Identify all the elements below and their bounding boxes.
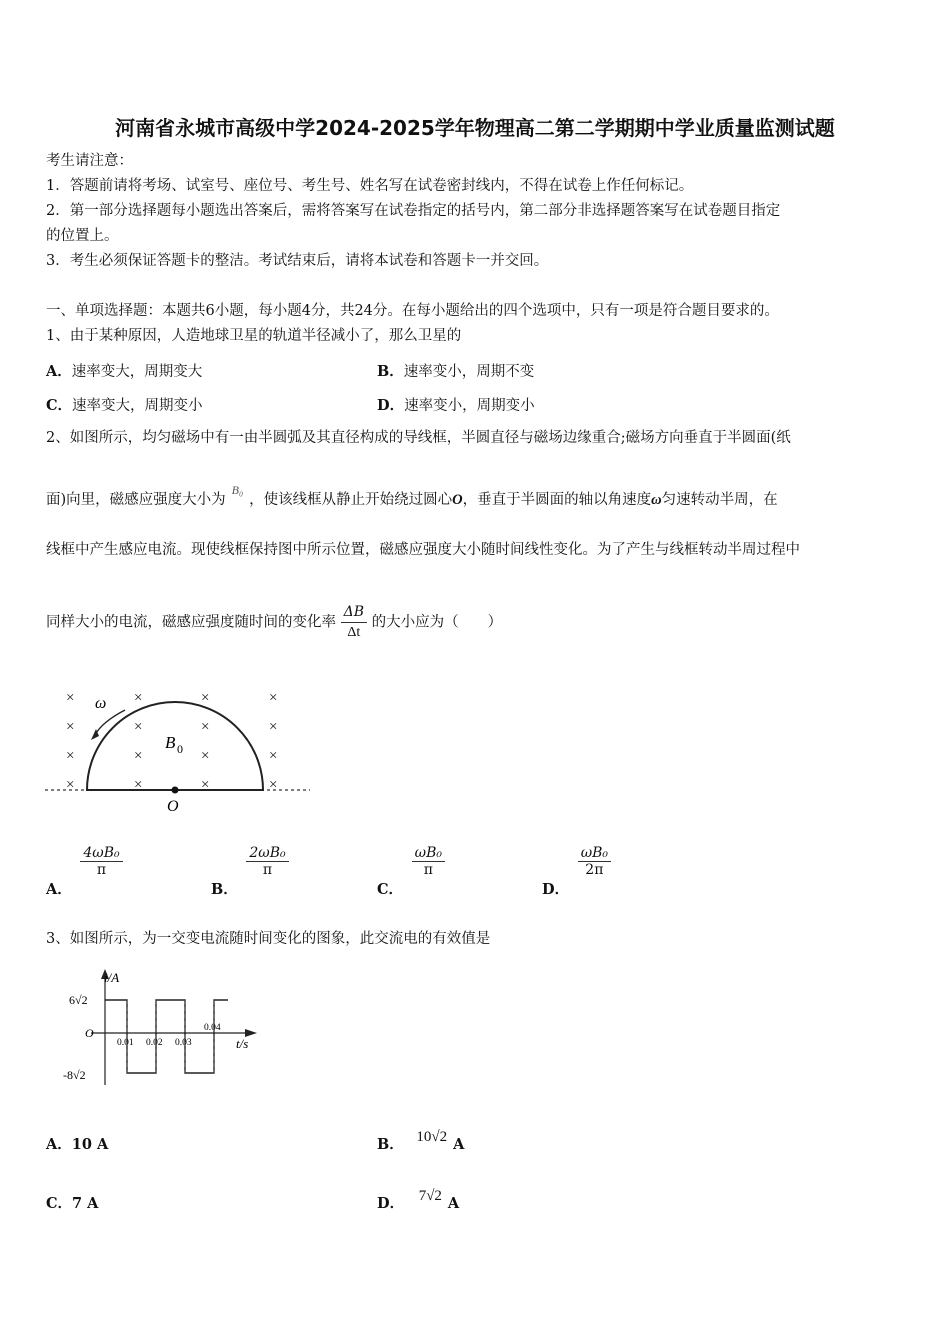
option-text: 速率变小，周期变小 — [404, 398, 535, 414]
field-cross-icon: × — [134, 748, 143, 764]
field-cross-icon: × — [134, 777, 143, 793]
q1-option-a[interactable] — [46, 360, 202, 381]
option-unit: A — [447, 1195, 460, 1212]
option-letter: B． — [377, 363, 404, 380]
q3-stem: 3、如图所示，为一交变电流随时间变化的图象，此交流电的有效值是 — [46, 931, 491, 947]
o-symbol: O — [452, 492, 463, 508]
fraction-numerator: ωB₀ — [412, 845, 445, 862]
q2-option-d[interactable] — [542, 845, 611, 898]
y-axis-label: i/A — [104, 970, 120, 985]
option-letter: A． — [46, 1136, 72, 1153]
option-letter: B． — [211, 880, 238, 898]
field-cross-icon: × — [201, 777, 210, 793]
option-letter: D． — [377, 1195, 405, 1212]
fraction-denominator: π — [423, 862, 433, 878]
q3-option-d[interactable] — [377, 1188, 460, 1213]
option-text: 速率变小，周期不变 — [403, 364, 535, 380]
notice-heading: 考生请注意： — [46, 153, 133, 169]
field-cross-icon: × — [269, 719, 278, 735]
q2-line-2 — [46, 483, 778, 510]
field-cross-icon: × — [134, 719, 143, 735]
center-label: O — [167, 798, 179, 815]
field-cross-icon: × — [269, 690, 278, 706]
field-cross-icon: × — [201, 690, 210, 706]
fraction-numerator: 2ωB₀ — [246, 845, 288, 862]
rate-numerator: ΔB — [341, 602, 367, 623]
option-value: 10√2 — [416, 1129, 448, 1145]
current-waveform — [105, 1000, 228, 1073]
notice-item-3: 3．考生必须保证答题卡的整洁。考试结束后，请将本试卷和答题卡一并交回。 — [46, 253, 549, 269]
q2-line-3: 线框中产生感应电流。现使线框保持图中所示位置，磁感应强度大小随时间线性变化。为了产生与线框转动半周过程中 — [46, 542, 800, 558]
option-letter: A． — [46, 880, 72, 898]
q2-option-a[interactable] — [46, 845, 123, 898]
option-text: 速率变大，周期变大 — [71, 364, 203, 380]
semicircle-figure — [40, 680, 320, 815]
section-heading: 一、单项选择题：本题共6小题，每小题4分，共24分。在每小题给出的四个选项中，只有一项是符合题目要求的。 — [46, 303, 779, 319]
fraction-denominator: π — [262, 862, 273, 878]
option-letter: C． — [377, 880, 404, 898]
option-fraction — [80, 845, 122, 878]
field-cross-icon: × — [269, 748, 278, 764]
y-min-label: -8√2 — [63, 1068, 86, 1082]
option-fraction — [412, 845, 445, 878]
field-cross-icon: × — [66, 777, 75, 793]
rate-fraction — [341, 602, 367, 643]
q2-text: 面)向里，磁感应强度大小为 — [46, 492, 226, 508]
b0-subscript: 0 — [177, 742, 183, 756]
option-fraction — [246, 845, 288, 878]
q3-option-a[interactable] — [46, 1133, 108, 1154]
center-point — [172, 787, 179, 794]
q3-option-c[interactable] — [46, 1192, 98, 1213]
field-cross-icon: × — [201, 748, 210, 764]
q2-option-b[interactable] — [211, 845, 289, 898]
option-text: 速率变大，周期变小 — [72, 398, 203, 414]
q2-text: 同样大小的电流，磁感应强度随时间的变化率 — [46, 614, 336, 631]
notice-item-2: 2．第一部分选择题每小题选出答案后，需将答案写在试卷指定的括号内，第二部分非选择题答案写在试卷题目指定 — [46, 203, 781, 219]
omega-symbol: ω — [651, 492, 662, 508]
q2-option-c[interactable] — [377, 845, 445, 898]
q2-text: ，使该线框从静止开始绕过圆心 — [249, 492, 453, 508]
b0-symbol: B₀ — [231, 483, 244, 497]
option-letter: C． — [46, 397, 73, 414]
fraction-denominator: π — [96, 862, 107, 878]
field-cross-icon: × — [66, 719, 75, 735]
omega-label: ω — [95, 695, 107, 712]
x-tick-label: 0.02 — [146, 1038, 163, 1048]
option-letter: A． — [46, 363, 72, 380]
q3-option-b[interactable] — [377, 1129, 465, 1154]
x-axis-label: t/s — [236, 1036, 249, 1051]
notice-item-1: 1．答题前请将考场、试室号、座位号、考生号、姓名写在试卷密封线内，不得在试卷上作任何标记。 — [46, 178, 694, 194]
q1-option-b[interactable] — [377, 360, 534, 381]
page-title: 河南省永城市高级中学2024-2025学年物理高二第二学期期中学业质量监测试题 — [115, 116, 835, 140]
option-unit: A — [453, 1136, 465, 1153]
q2-text: ，垂直于半圆面的轴以角速度 — [462, 492, 652, 508]
option-text: 10 A — [71, 1136, 109, 1153]
rate-denominator: Δt — [347, 625, 361, 640]
field-cross-icon: × — [201, 719, 210, 735]
field-cross-icon: × — [66, 690, 75, 706]
field-cross-icon: × — [134, 690, 143, 706]
q1-stem: 1、由于某种原因，人造地球卫星的轨道半径减小了，那么卫星的 — [46, 328, 462, 344]
x-tick-label: 0.03 — [175, 1038, 192, 1048]
fraction-denominator: 2π — [585, 862, 604, 878]
fraction-numerator: 4ωB₀ — [80, 845, 122, 862]
q2-text: 的大小应为（ ） — [371, 614, 503, 631]
option-value: 7√2 — [418, 1188, 442, 1204]
field-cross-icon: × — [66, 748, 75, 764]
option-fraction — [578, 845, 611, 878]
q1-option-c[interactable] — [46, 394, 203, 415]
fraction-numerator: ωB₀ — [578, 845, 611, 862]
option-text: 7 A — [72, 1195, 99, 1212]
notice-item-2-cont: 的位置上。 — [46, 228, 119, 244]
option-letter: B． — [377, 1136, 404, 1153]
q2-text: 匀速转动半周，在 — [661, 492, 778, 508]
option-letter: C． — [46, 1195, 73, 1212]
q2-line-1: 2、如图所示，均匀磁场中有一由半圆弧及其直径构成的导线框，半圆直径与磁场边缘重合;磁场方向垂直于半圆面(纸 — [46, 430, 791, 446]
q1-option-d[interactable] — [377, 394, 535, 415]
option-letter: D． — [542, 880, 570, 898]
x-tick-label: 0.01 — [117, 1038, 134, 1048]
b0-label: B — [165, 733, 176, 752]
field-cross-icon: × — [269, 777, 278, 793]
q2-line-4 — [46, 602, 502, 643]
current-graph — [55, 965, 270, 1090]
option-letter: D． — [377, 397, 405, 414]
origin-label: O — [85, 1026, 94, 1040]
x-tick-label: 0.04 — [204, 1023, 221, 1033]
y-max-label: 6√2 — [69, 993, 88, 1007]
